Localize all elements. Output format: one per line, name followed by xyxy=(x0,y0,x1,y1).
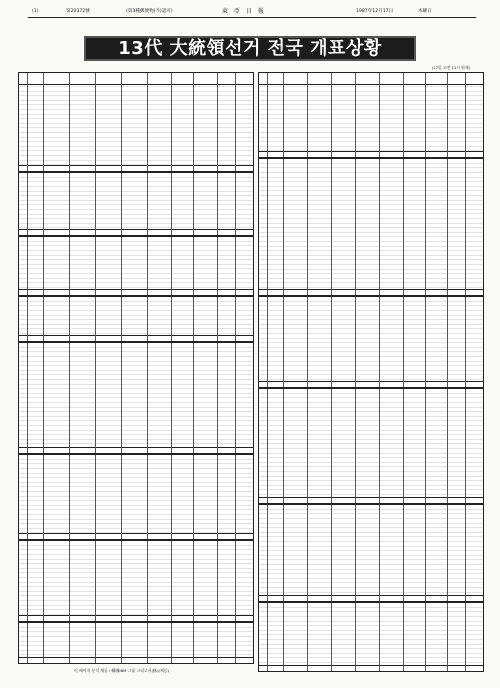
results-table-block xyxy=(258,296,484,388)
footnote: 이 페이지 분석 제공 : 韓國IBM 그룹 그리고서(株)(제공) xyxy=(74,668,170,673)
registration-note: (第3種郵便物(가)認可) xyxy=(126,9,173,14)
issue-number: 第20372號 xyxy=(66,9,90,14)
results-table-block xyxy=(18,540,254,622)
masthead: 東 亞 日 報 xyxy=(222,8,266,15)
results-table-block xyxy=(258,504,484,602)
results-table-block xyxy=(18,72,254,172)
results-table-block xyxy=(18,454,254,540)
issue-date: 1987年12月17日 xyxy=(356,9,394,14)
results-table-block xyxy=(18,172,254,236)
issue-weekday: 木曜日 xyxy=(418,9,432,14)
as-of-note: (17일 오전 11시 현재) xyxy=(431,65,470,70)
page-number: (1) xyxy=(32,9,39,14)
header-rule xyxy=(28,17,476,18)
results-column-right xyxy=(258,72,482,672)
results-table-block xyxy=(18,296,254,342)
results-table-block xyxy=(258,602,484,672)
results-table-block xyxy=(18,236,254,296)
results-table-block xyxy=(258,72,484,158)
results-table-block xyxy=(258,388,484,504)
results-table-block xyxy=(258,158,484,296)
results-table-block xyxy=(18,622,254,664)
results-table-block xyxy=(18,342,254,454)
results-column-left xyxy=(18,72,252,664)
headline-banner: 13代 大統領선거 전국 개표상황 xyxy=(84,36,416,61)
